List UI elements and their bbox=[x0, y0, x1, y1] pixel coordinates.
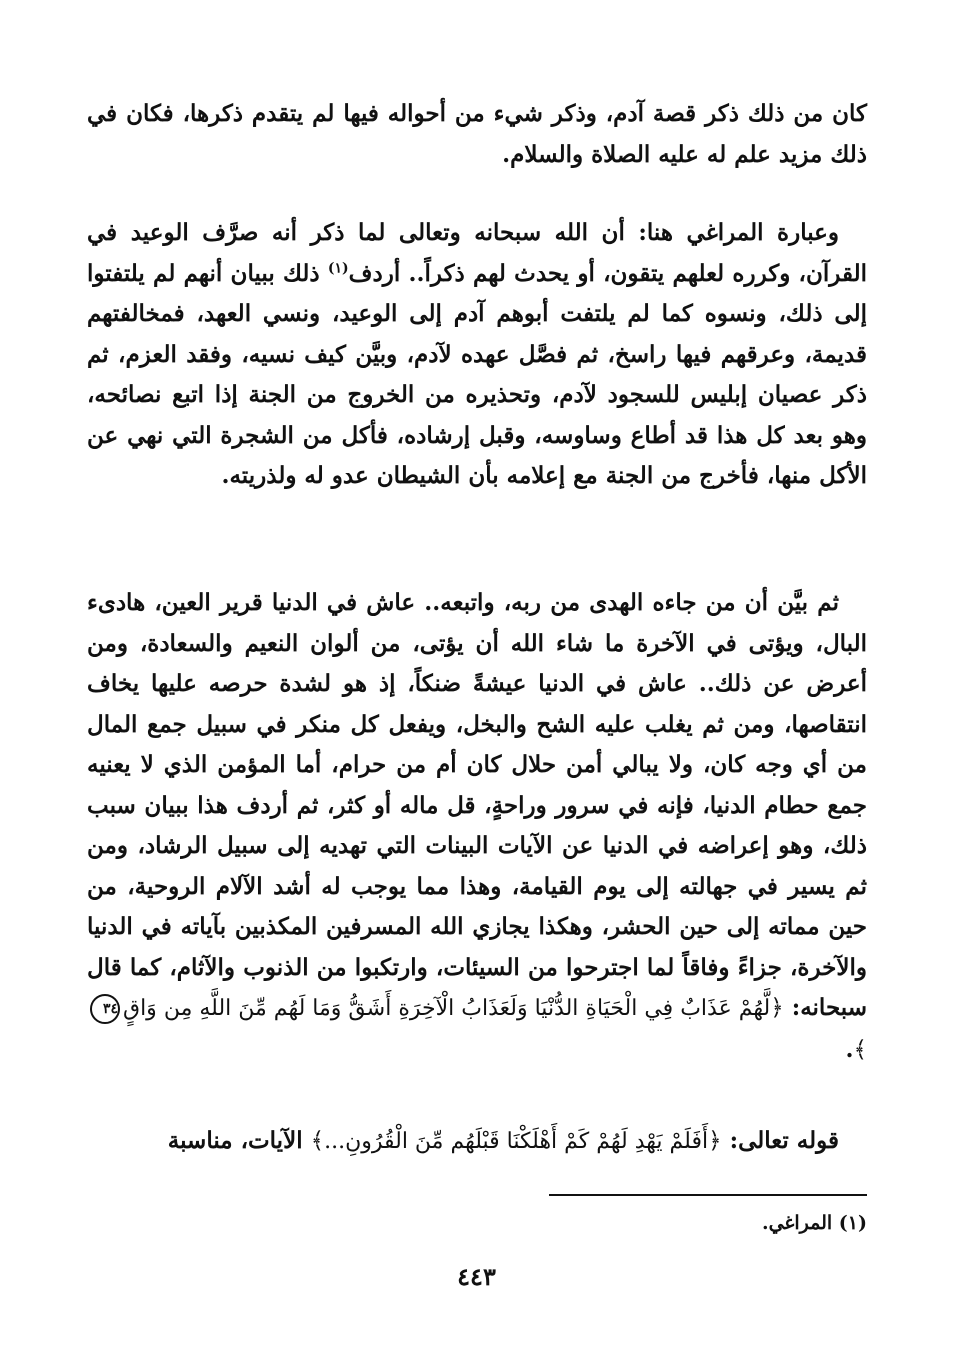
paragraph-1-text: كان من ذلك ذكر قصة آدم، وذكر شيء من أحواله فيها لم يتقدم ذكرها، فكان في ذلك مزيد علم له عليه الصلاة والسلام. bbox=[87, 100, 867, 168]
paragraph-4 bbox=[87, 1121, 867, 1163]
quran-verse: لَّهُمْ عَذَابٌ فِي الْحَيَاةِ الدُّنْيَا وَلَعَذَابُ الْآخِرَةِ أَشَقُّ وَمَا لَهُم مِّنَ اللَّهِ مِن وَاقٍ bbox=[123, 996, 771, 1021]
paragraph-1 bbox=[87, 94, 867, 175]
paragraph-4-intro: قوله تعالى: bbox=[721, 1127, 839, 1154]
footnote-text: المراغي. bbox=[761, 1212, 833, 1234]
paragraph-3-text: ثم بيَّن أن من جاءه الهدى من ربه، واتبعه.. عاش في الدنيا قرير العين، هادىء البال، ويؤتى في الآخرة ما شاء الله أن يؤتى، من ألوان النعيم والسعادة، ومن أعرض عن ذلك.. عاش في الدنيا عيشةً ضنكاً، إذ هو لشدة حرصه عليها يخاف انتقاصها، ومن ثم يغلب عليه الشح والبخل، ويفعل كل منكر في سبيل جمع المال من أي وجه كان، ولا يبالي أمن حلال كان أم من حرام، أما المؤمن الذي لا يعنيه جمع حطام الدنيا، فإنه في سرور وراحةٍ، قل ماله أو كثر، ثم أردف هذا ببيان سبب ذلك، وهو إعراضه في الدنيا عن الآيات البينات التي تهديه إلى سبيل الرشاد، ومن ثم يسير في جهالته إلى يوم القيامة، وهذا مما يوجب له أشد الآلام الروحية، من حين مماته إلى حين الحشر، وهكذا يجازي الله المسرفين المكذبين بآياته في الدنيا والآخرة، جزاءً وفاقاً لما اجترحوا من السيئات، وارتكبوا من الذنوب والآثام، كما قال سبحانه: bbox=[87, 589, 868, 1021]
quran-close-bracket: ﴾ bbox=[310, 1128, 325, 1154]
paragraph-2 bbox=[87, 213, 867, 497]
footnote-divider bbox=[549, 1194, 867, 1196]
quran-verse: أَفَلَمْ يَهْدِ لَهُمْ كَمْ أَهْلَكْنَا قَبْلَهُم مِّنَ الْقُرُونِ... bbox=[324, 1129, 709, 1154]
footnote bbox=[762, 1212, 867, 1234]
page-number: ٤٤٣ bbox=[457, 1262, 496, 1291]
quran-open-bracket: ﴿ bbox=[708, 1128, 722, 1154]
paragraph-2-text-end: ذلك ببيان أنهم لم يلتفتوا إلى ذلك، ونسوه كما لم يلتفت أبوهم آدم إلى الوعيد، ونسي العهد، فمخالفتهم قديمة، وعرقهم فيها راسخ، ثم فصَّل عهده لآدم، وبيَّن كيف نسيه، وفقد العزم، ثم ذكر عصيان إبليس للسجود لآدم، وتحذيره من الخروج من الجنة إذا اتبع نصائحه، وهو بعد كل هذا قد أطاع وساوسه، وقبل إرشاده، فأكل من الشجرة التي نهي عن الأكل منها، فأخرج من الجنة مع إعلامه بأن الشيطان عدو له ولذريته. bbox=[87, 259, 867, 489]
paragraph-3: ثم بيَّن أن من جاءه الهدى من ربه، واتبعه.. عاش في الدنيا قرير العين، هادىء البال، ويؤتى في الآخرة ما شاء الله أن يؤتى، من ألوان النعيم والسعادة، ومن أعرض عن ذلك.. عاش في الدنيا عيشةً ضنكاً، إذ هو لشدة حرصه عليها يخاف انتقاصها، ومن ثم يغلب عليه الشح والبخل، ويفعل كل منكر في سبيل جمع المال من أي وجه كان، ولا يبالي أمن حلال كان أم من حرام، أما المؤمن الذي لا يعنيه جمع حطام الدنيا، فإنه في سرور وراحةٍ، قل ماله أو كثر، ثم أردف هذا ببيان سبب ذلك، وهو إعراضه في الدنيا عن الآيات البينات التي تهديه إلى سبيل الرشاد، ومن ثم يسير في جهالته إلى يوم القيامة، وهذا مما يوجب له أشد الآلام الروحية، من حين مماته إلى حين الحشر، وهكذا يجازي الله المسرفين المكذبين بآياته في الدنيا والآخرة، جزاءً وفاقاً لما اجترحوا من السيئات، وارتكبوا من الذنوب والآثام، كما قال سبحانه: ﴿لَّهُمْ عَذَابٌ فِي الْحَيَاةِ الدُّنْيَا وَلَعَذَابُ الْآخِرَةِ أَشَقُّ وَمَا لَهُم مِّنَ اللَّهِ مِن وَاقٍ٣٤﴾. bbox=[87, 589, 868, 1063]
quran-open-bracket: ﴿ bbox=[770, 995, 784, 1021]
quran-close-bracket: ﴾ bbox=[853, 1036, 867, 1063]
ayah-number-badge: ٣٤ bbox=[90, 994, 120, 1024]
footnote-reference: (١) bbox=[327, 259, 349, 276]
paragraph-4-text: الآيات، مناسبة bbox=[167, 1127, 311, 1154]
footnote-marker: (١) bbox=[838, 1212, 867, 1234]
paragraph-2-text-start: وعبارة المراغي هنا: أن الله سبحانه وتعالى لما ذكر أنه صرَّف الوعيد في القرآن، وكرره لعلهم يتقون، أو يحدث لهم ذكراً.. أردف bbox=[87, 219, 867, 287]
